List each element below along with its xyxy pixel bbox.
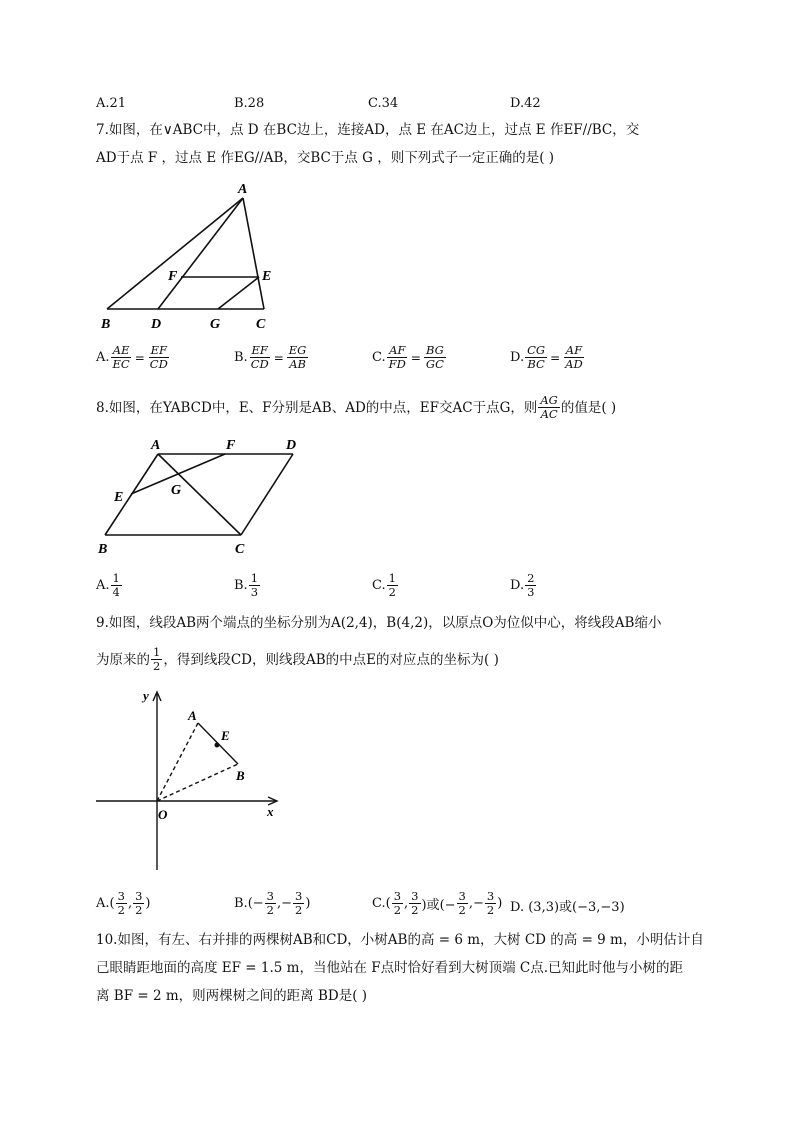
- q7-segment-eg: [218, 277, 259, 309]
- q9-option-a: A. ( $\frac{3}{2}$ , $\frac{3}{2}$ ): [96, 889, 151, 917]
- q9-label-x: x: [267, 804, 274, 819]
- q7-segment-ad: [158, 198, 243, 309]
- q7-segment-ac: [243, 198, 264, 309]
- q7-label-f: F: [168, 269, 178, 284]
- q8-option-d: D. $\frac{2}{3}$: [510, 571, 535, 599]
- q9-point-e: [215, 743, 220, 748]
- q7-option-a: A. $\frac{AE}{EC}$ = $\frac{EF}{CD}$: [96, 343, 168, 371]
- q8-label-f: F: [226, 438, 236, 453]
- q9-label-e: E: [221, 728, 230, 743]
- q9-option-b: B. (− $\frac{3}{2}$ ,− $\frac{3}{2}$ ): [234, 889, 311, 917]
- q10-text-line1: 10.如图，有左、右并排的两棵树AB和CD，小树AB的高 = 6 m，大树 CD 的高 = 9 m，小明估计自: [96, 932, 704, 948]
- q7-text-line2: AD于点 F ，过点 E 作EG//AB，交BC于点 G ，则下列式子一定正确的是( ): [96, 150, 555, 166]
- q9-label-o: O: [158, 807, 168, 822]
- q8-option-b: B. $\frac{1}{3}$: [234, 571, 259, 599]
- q7-option-b: B. $\frac{EF}{CD}$ = $\frac{EG}{AB}$: [234, 343, 307, 371]
- q6-option-b: B.28: [234, 96, 265, 111]
- q9-option-d: D. (3,3)或(−3,−3): [510, 900, 625, 915]
- q7-label-b: B: [101, 317, 111, 332]
- q8-segment-dc: [241, 454, 293, 535]
- q8-label-a: A: [151, 438, 161, 453]
- q8-label-b: B: [98, 542, 108, 557]
- q8-label-d: D: [286, 438, 297, 453]
- q9-segment-ob: [157, 764, 238, 801]
- q7-label-c: C: [256, 317, 266, 332]
- q9-segment-oa: [157, 723, 198, 801]
- q9-coordinate-figure: [90, 686, 290, 876]
- q8-label-g: G: [171, 483, 182, 498]
- q7-option-c: C. $\frac{AF}{FD}$ = $\frac{BG}{GC}$: [372, 343, 444, 371]
- q7-label-g: G: [210, 317, 221, 332]
- q7-option-d: D. $\frac{CG}{BC}$ = $\frac{AF}{AD}$: [510, 343, 583, 371]
- q7-triangle-figure: [96, 176, 286, 336]
- q9-label-b: B: [236, 768, 245, 783]
- q8-option-a: A. $\frac{1}{4}$: [96, 571, 120, 599]
- q6-option-d: D.42: [510, 96, 541, 111]
- q8-label-c: C: [235, 542, 245, 557]
- q8-text-line: 8.如图，在YABCD中，E、F分别是AB、AD的中点，EF交AC于点G，则 $\frac{AG}{AC}$ 的值是( ): [96, 393, 617, 421]
- q8-parallelogram-figure: [94, 432, 304, 558]
- q7-label-e: E: [262, 269, 272, 284]
- q6-option-a: A.21: [96, 96, 127, 111]
- q7-label-d: D: [151, 317, 162, 332]
- q7-text-line1: 7.如图，在∨ABC中，点 D 在BC边上，连接AD，点 E 在AC边上，过点 E 作EF//BC，交: [96, 122, 640, 138]
- q6-option-c: C.34: [368, 96, 399, 111]
- q8-label-e: E: [114, 490, 124, 505]
- q9-label-y: y: [143, 688, 149, 703]
- q7-segment-ab: [107, 198, 243, 309]
- q10-text-line3: 离 BF = 2 m，则两棵树之间的距离 BD是( ): [96, 988, 368, 1004]
- q10-text-line2: 己眼睛距地面的高度 EF = 1.5 m，当他站在 F点时恰好看到大树顶端 C点.已知此时他与小树的距: [96, 960, 684, 976]
- q9-text-line1: 9.如图，线段AB两个端点的坐标分别为A(2,4)，B(4,2)，以原点O为位似中心，将线段AB缩小: [96, 615, 662, 631]
- q8-option-c: C. $\frac{1}{2}$: [372, 571, 396, 599]
- q9-option-c: C. ( $\frac{3}{2}$ , $\frac{3}{2}$ )或(− $\frac{3}{2}$ ,− $\frac{3}{2}$ ): [372, 889, 503, 917]
- q9-label-a: A: [188, 708, 197, 723]
- q7-label-a: A: [238, 182, 248, 197]
- q9-text-line2: 为原来的 $\frac{1}{2}$ ，得到线段CD，则线段AB的中点E的对应点的坐标为( ): [96, 645, 499, 673]
